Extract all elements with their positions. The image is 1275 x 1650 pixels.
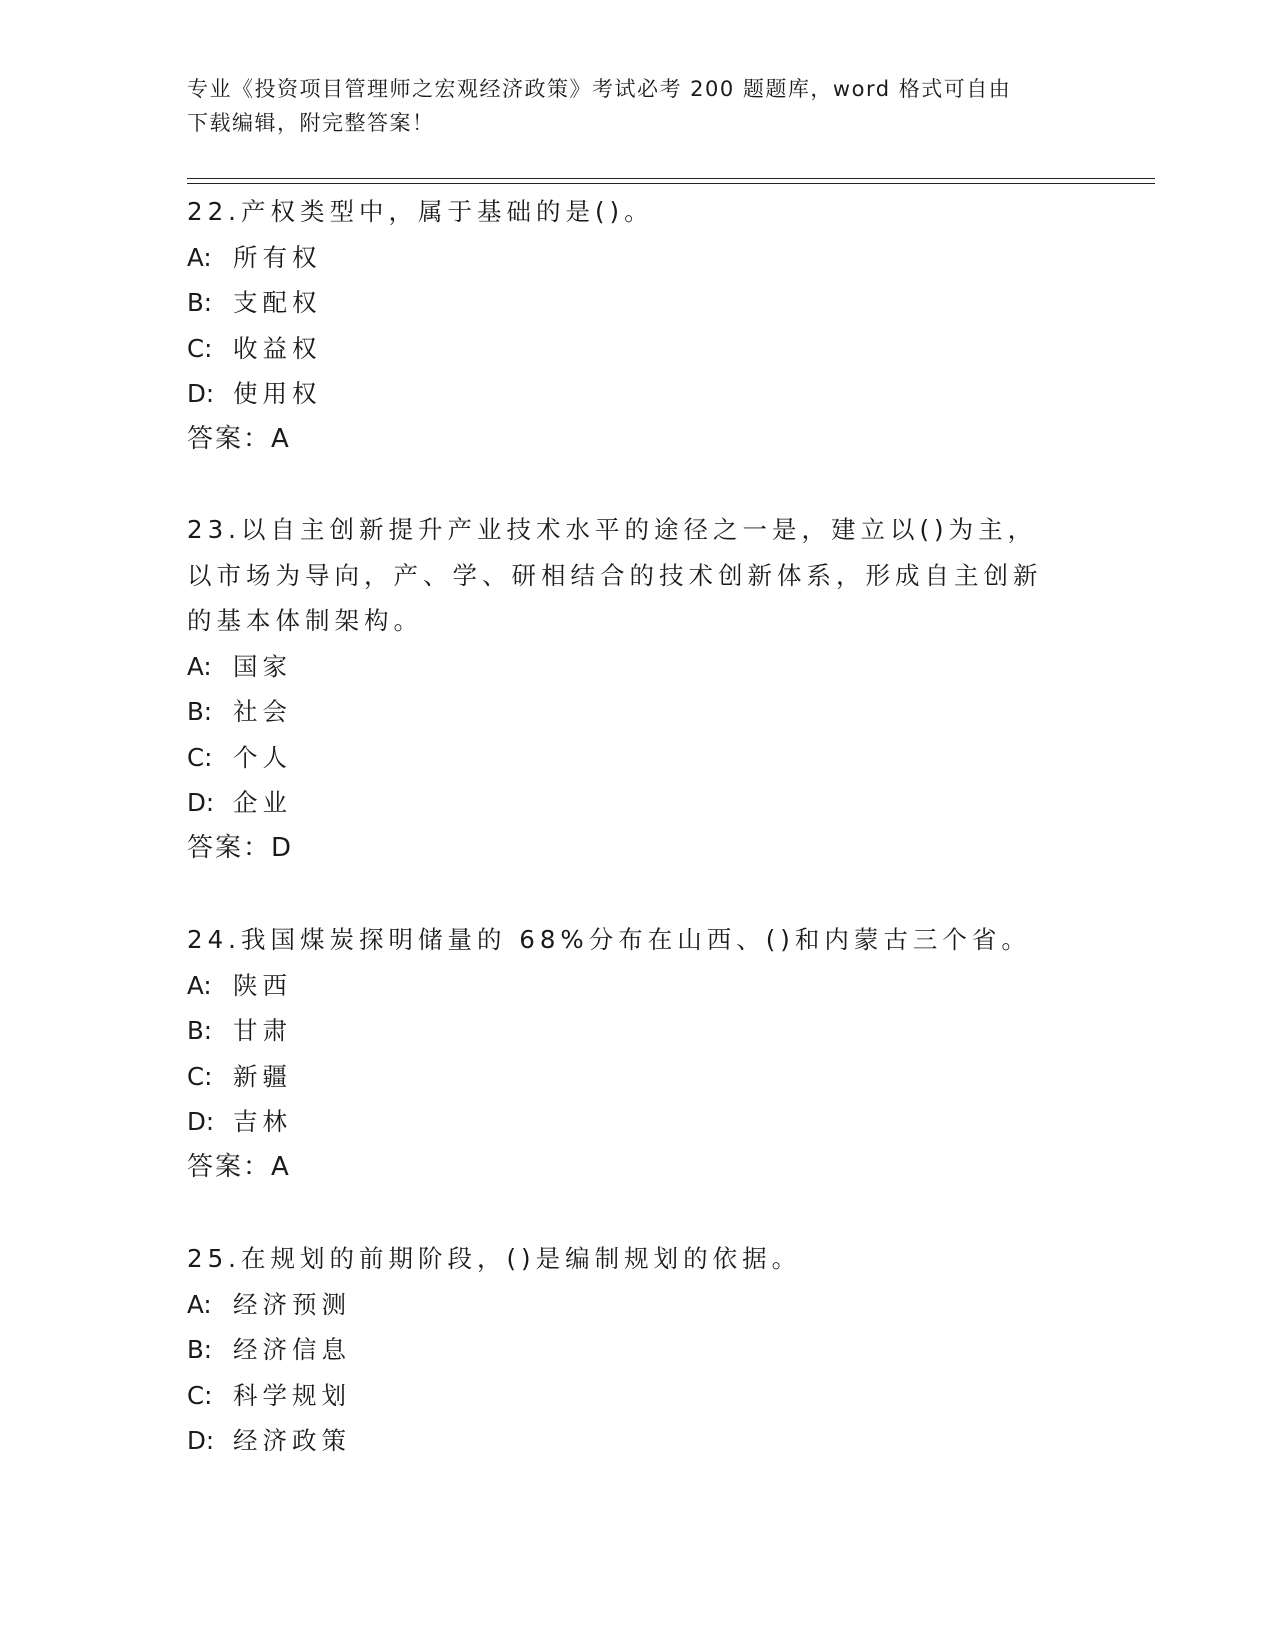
option-b [187,689,1087,735]
option-c [187,1054,1087,1100]
option-a [187,963,1087,1009]
option-letter: C: [187,1380,213,1410]
option-b [187,1008,1087,1054]
option-text: 经济预测 [233,1289,351,1319]
option-d [187,1099,1087,1145]
option-d [187,371,1087,417]
question-23 [187,507,1087,871]
option-letter: A: [187,970,212,1000]
option-text: 国家 [233,651,292,681]
option-d [187,780,1087,826]
question-stem: 24.我国煤炭探明储量的 68%分布在山西、()和内蒙古三个省。 [187,925,1031,954]
option-letter: D: [187,1426,215,1455]
option-text: 科学规划 [233,1380,351,1410]
option-text: 社会 [233,697,292,726]
answer-line: 答案：A [187,423,291,454]
option-letter: D: [187,379,215,408]
option-letter: B: [187,288,213,317]
option-text: 使用权 [233,379,322,408]
question-stem: 22.产权类型中，属于基础的是()。 [187,197,654,226]
option-a [187,644,1087,690]
option-text: 新疆 [233,1061,292,1091]
option-text: 甘肃 [233,1016,292,1045]
option-letter: B: [187,1335,213,1364]
header-rule-bottom [187,183,1155,184]
option-letter: A: [187,1289,212,1319]
option-letter: A: [187,651,212,681]
option-text: 支配权 [233,288,322,317]
option-c [187,326,1087,372]
option-letter: D: [187,788,215,817]
question-25 [187,1236,1087,1464]
option-letter: D: [187,1107,215,1136]
option-b [187,280,1087,326]
option-letter: C: [187,742,213,772]
option-text: 收益权 [233,333,322,363]
question-24 [187,917,1087,1190]
question-22 [187,189,1087,462]
header-line-1: 专业《投资项目管理师之宏观经济政策》考试必考 200 题题库，word 格式可自由 [187,77,1012,101]
option-b [187,1327,1087,1373]
option-c [187,735,1087,781]
document-header [187,72,1087,140]
option-text: 陕西 [233,970,292,1000]
question-stem: 23.以自主创新提升产业技术水平的途径之一是，建立以()为主，以市场为导向，产、学、研相结合的技术创新体系，形成自主创新的基本体制架构。 [187,515,1043,635]
option-letter: B: [187,697,213,726]
header-rule-top [187,178,1155,179]
option-letter: B: [187,1016,213,1045]
question-stem: 25.在规划的前期阶段，()是编制规划的依据。 [187,1244,802,1273]
option-text: 个人 [233,742,292,772]
option-d [187,1418,1087,1464]
option-text: 经济信息 [233,1335,351,1364]
option-a [187,235,1087,281]
answer-line: 答案：D [187,832,294,863]
option-text: 企业 [233,788,292,817]
option-letter: C: [187,333,213,363]
answer-line: 答案：A [187,1151,291,1182]
option-a [187,1282,1087,1328]
option-text: 经济政策 [233,1426,351,1455]
option-text: 吉林 [233,1107,292,1136]
header-line-2: 下载编辑，附完整答案！ [187,111,435,135]
option-letter: C: [187,1061,213,1091]
option-c [187,1373,1087,1419]
option-text: 所有权 [233,242,322,272]
option-letter: A: [187,242,212,272]
